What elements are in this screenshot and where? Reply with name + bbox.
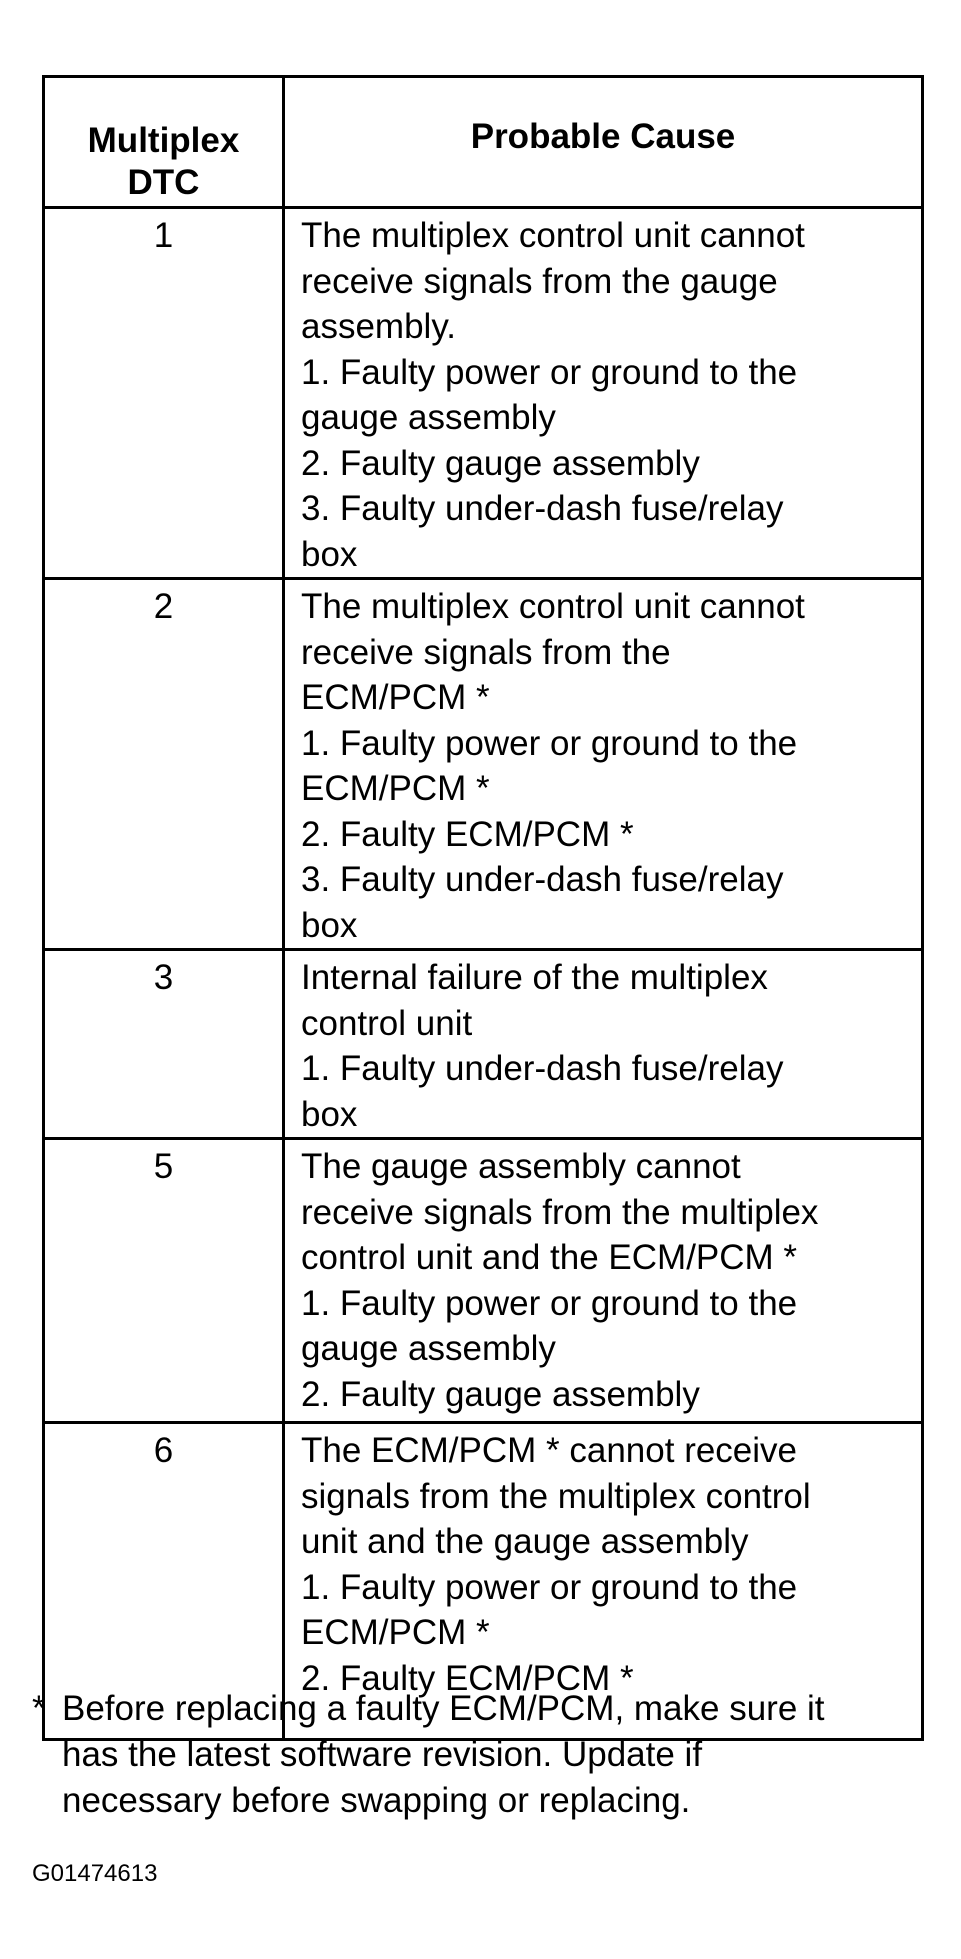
header-code-label: Multiplex DTC: [87, 121, 240, 202]
table-row: [44, 579, 923, 950]
cause-line: 2. Faulty gauge assembly: [301, 443, 700, 483]
cause-line: 2. Faulty gauge assembly: [301, 1374, 700, 1414]
cause-line: The ECM/PCM * cannot receive: [301, 1431, 798, 1470]
cause-line: Internal failure of the multiplex: [301, 958, 768, 997]
asterisk-mark: *: [32, 1689, 46, 1728]
cause-line: 1. Faulty power or ground to the: [301, 723, 798, 763]
header-cause-label: Probable Cause: [470, 117, 736, 156]
probable-cause: [284, 208, 923, 579]
cause-line: 1. Faulty power or ground to the: [301, 1283, 798, 1323]
table-row: [44, 208, 923, 579]
table-row: [44, 1139, 923, 1423]
cause-line: 2. Faulty ECM/PCM *: [301, 814, 634, 854]
cause-line: receive signals from the gauge: [301, 261, 778, 301]
cause-line: The multiplex control unit cannot: [301, 216, 805, 255]
footnote: [32, 1686, 932, 1824]
footnote-text: Before replacing a faulty ECM/PCM, make sure it: [62, 1689, 825, 1728]
dtc-code: 1: [44, 208, 284, 579]
cause-line: gauge assembly: [301, 398, 556, 437]
cause-line: box: [301, 1094, 358, 1134]
cause-line: ECM/PCM *: [301, 769, 490, 808]
footnote-line: has the latest software revision. Update if: [62, 1735, 703, 1774]
cause-line: 3. Faulty under-dash fuse/relay: [301, 489, 784, 528]
cause-line: 1. Faulty under-dash fuse/relay: [301, 1049, 784, 1088]
probable-cause: [284, 1139, 923, 1423]
dtc-code: 3: [44, 950, 284, 1139]
dtc-code: 5: [44, 1139, 284, 1423]
probable-cause: [284, 579, 923, 950]
table-row: [44, 950, 923, 1139]
dtc-code: 6: [44, 1423, 284, 1740]
cause-line: The gauge assembly cannot: [301, 1147, 741, 1186]
cause-line: ECM/PCM *: [301, 1613, 490, 1652]
header-row: [44, 77, 923, 208]
cause-line: assembly.: [301, 307, 456, 346]
cause-line: box: [301, 534, 358, 574]
figure-id: G01474613: [32, 1860, 158, 1887]
cause-line: 2. Faulty ECM/PCM *: [301, 1658, 634, 1698]
cause-line: control unit: [301, 1003, 473, 1043]
footnote-line: necessary before swapping or replacing.: [62, 1781, 691, 1820]
cause-line: 3. Faulty under-dash fuse/relay: [301, 860, 784, 899]
header-probable-cause: [284, 77, 923, 208]
cause-line: receive signals from the multiplex: [301, 1192, 819, 1232]
header-multiplex-dtc: [44, 77, 284, 208]
cause-line: ECM/PCM *: [301, 678, 490, 717]
cause-line: gauge assembly: [301, 1329, 556, 1368]
cause-line: control unit and the ECM/PCM *: [301, 1238, 798, 1277]
cause-line: signals from the multiplex control: [301, 1476, 811, 1516]
cause-line: box: [301, 905, 358, 945]
cause-line: 1. Faulty power or ground to the: [301, 352, 798, 392]
cause-line: receive signals from the: [301, 632, 671, 672]
dtc-code: 2: [44, 579, 284, 950]
cause-line: unit and the gauge assembly: [301, 1522, 749, 1561]
cause-line: The multiplex control unit cannot: [301, 587, 805, 626]
dtc-table: [42, 75, 924, 1741]
probable-cause: [284, 950, 923, 1139]
footnote-line: [32, 1686, 932, 1732]
cause-line: 1. Faulty power or ground to the: [301, 1567, 798, 1607]
